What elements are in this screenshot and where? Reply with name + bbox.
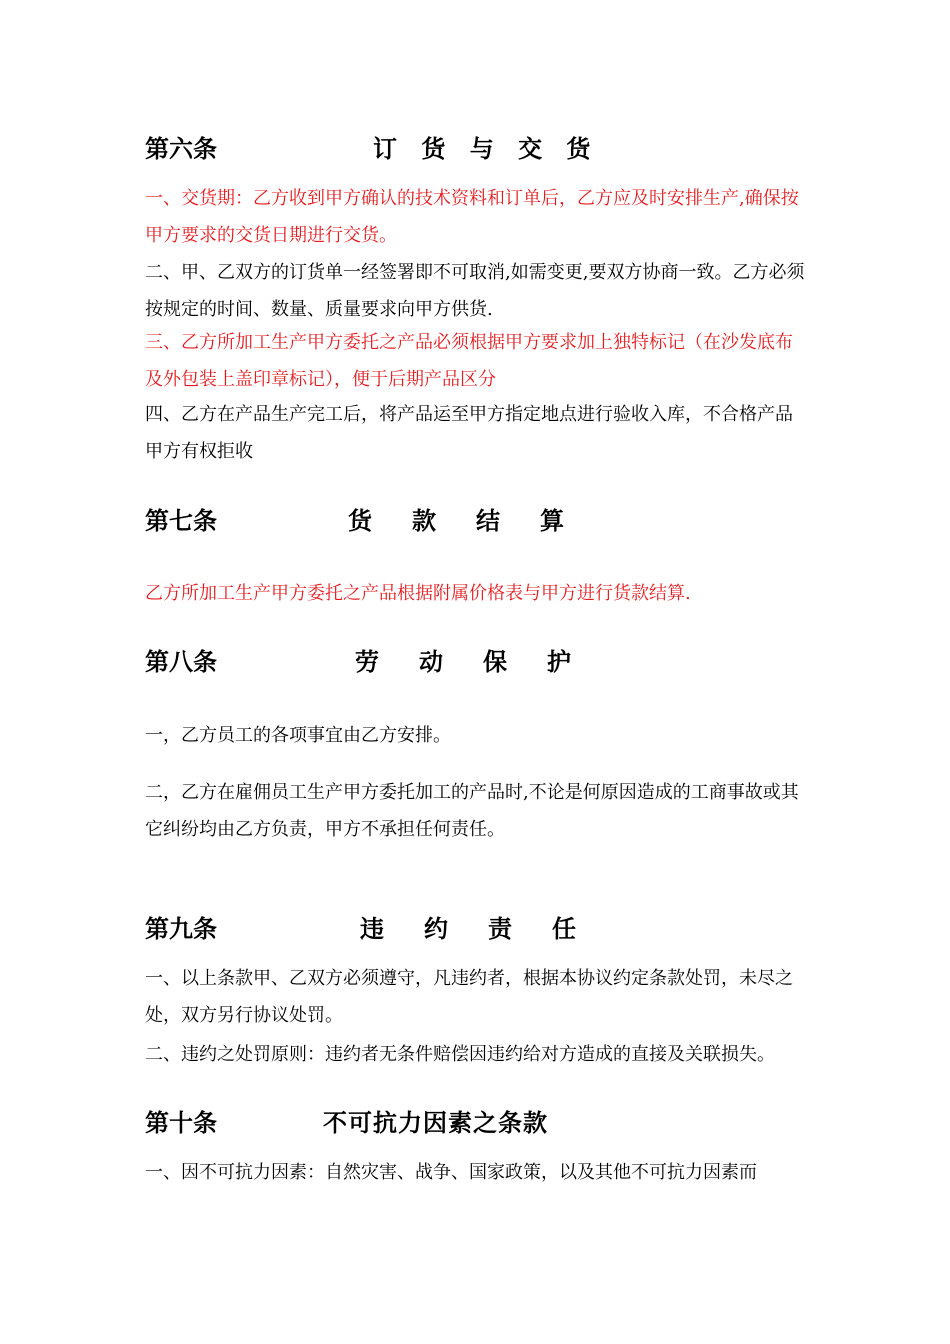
article-6-clause-1: 一、交货期：乙方收到甲方确认的技术资料和订单后，乙方应及时安排生产,确保按甲方要求的交货日期进行交货。 — [145, 188, 799, 246]
article-8-clause-2: 二，乙方在雇佣员工生产甲方委托加工的产品时,不论是何原因造成的工商事故或其它纠纷均由乙方负责，甲方不承担任何责任。 — [145, 782, 799, 840]
article-number: 第九条 — [145, 914, 217, 943]
article-number: 第六条 — [145, 134, 217, 163]
article-title: 违 约 责 任 — [360, 914, 584, 943]
article-8-clause-1: 一，乙方员工的各项事宜由乙方安排。 — [145, 725, 451, 746]
article-6-clause-4: 四、乙方在产品生产完工后，将产品运至甲方指定地点进行验收入库，不合格产品甲方有权拒收 — [145, 404, 793, 462]
article-10-clause-1: 一、因不可抗力因素：自然灾害、战争、国家政策，以及其他不可抗力因素而 — [145, 1162, 757, 1183]
article-6-clause-3: 三、乙方所加工生产甲方委托之产品必须根据甲方要求加上独特标记（在沙发底布及外包装上盖印章标记），便于后期产品区分 — [145, 332, 793, 390]
article-9-clause-2: 二、违约之处罚原则：违约者无条件赔偿因违约给对方造成的直接及关联损失。 — [145, 1044, 775, 1065]
article-title: 订 货 与 交 货 — [373, 134, 599, 163]
article-number: 第七条 — [145, 506, 217, 535]
article-9-clause-1: 一、以上条款甲、乙双方必须遵守，凡违约者，根据本协议约定条款处罚，未尽之处，双方另行协议处罚。 — [145, 968, 793, 1026]
article-number: 第八条 — [145, 647, 217, 676]
article-title: 劳 动 保 护 — [355, 647, 579, 676]
article-title: 不可抗力因素之条款 — [323, 1108, 548, 1137]
article-6-clause-2: 二、甲、乙双方的订货单一经签署即不可取消,如需变更,要双方协商一致。乙方必须按规定的时间、数量、质量要求向甲方供货. — [145, 262, 805, 320]
article-7-clause-1: 乙方所加工生产甲方委托之产品根据附属价格表与甲方进行货款结算. — [145, 583, 691, 604]
article-title: 货 款 结 算 — [348, 506, 572, 535]
article-number: 第十条 — [145, 1108, 217, 1137]
